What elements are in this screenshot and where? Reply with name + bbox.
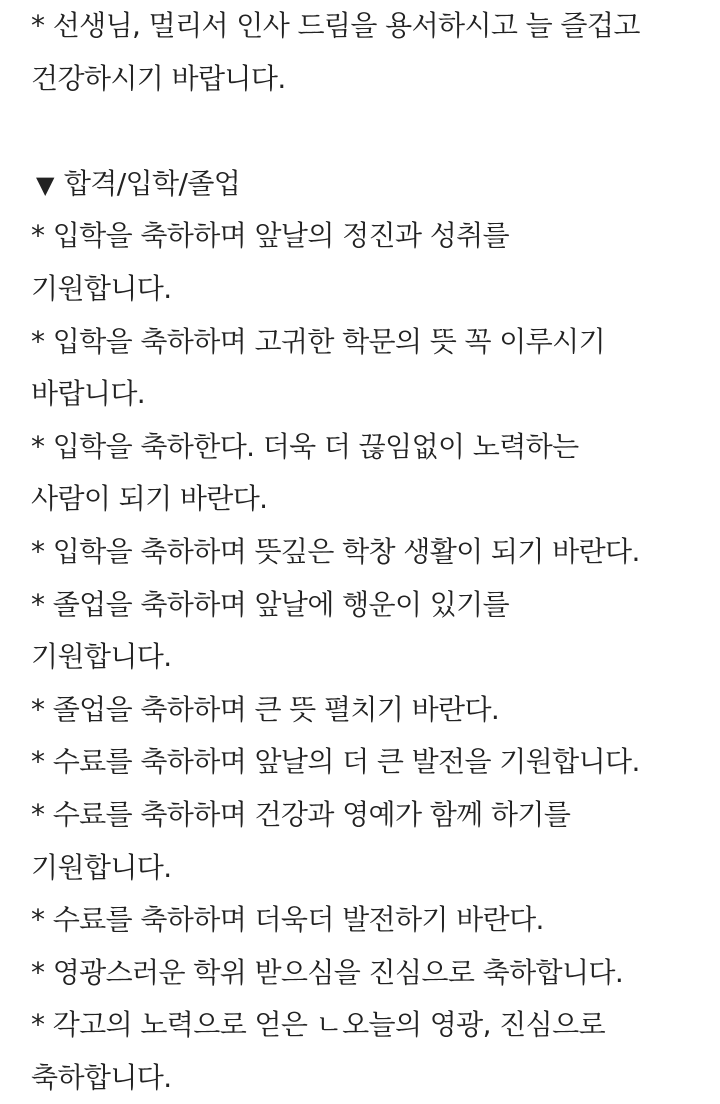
message-line: * 졸업을 축하하며 큰 뜻 펼치기 바란다.: [31, 692, 500, 726]
blank-line: [31, 105, 691, 158]
message-line: 바랍니다.: [31, 377, 146, 411]
section-heading: [31, 158, 691, 211]
intro-line-1: * 선생님, 멀리서 인사 드림을 용서하시고 늘 즐겁고: [31, 9, 640, 42]
message-line: * 입학을 축하하며 뜻깊은 학창 생활이 되기 바란다.: [31, 534, 640, 568]
message-line: * 수료를 축하하며 앞날의 더 큰 발전을 기원합니다.: [31, 745, 640, 779]
message-line: 축하합니다.: [31, 1060, 172, 1094]
message-line: * 입학을 축하하며 고귀한 학문의 뜻 꼭 이루시기: [31, 324, 606, 358]
triangle-down-icon: ▼: [36, 170, 54, 199]
document-body: [31, 0, 691, 1104]
message-line: * 수료를 축하하며 건강과 영예가 함께 하기를: [31, 797, 571, 831]
message-line: * 입학을 축하한다. 더욱 더 끊임없이 노력하는: [31, 429, 579, 463]
intro-line-2: 건강하시기 바랍니다.: [31, 61, 286, 95]
message-line: * 영광스러운 학위 받으심을 진심으로 축하합니다.: [31, 955, 624, 989]
message-line: * 각고의 노력으로 얻은 ㄴ오늘의 영광, 진심으로: [31, 1008, 606, 1042]
message-line: * 졸업을 축하하며 앞날에 행운이 있기를: [31, 587, 510, 621]
section-title: 합격/입학/졸업: [63, 166, 241, 200]
message-line: * 입학을 축하하며 앞날의 정진과 성취를: [31, 219, 510, 253]
message-line: 사람이 되기 바란다.: [31, 482, 268, 516]
message-line: 기원합니다.: [31, 850, 172, 884]
message-line: * 수료를 축하하며 더욱더 발전하기 바란다.: [31, 903, 544, 937]
message-line: 기원합니다.: [31, 640, 172, 674]
message-line: 기원합니다.: [31, 271, 172, 305]
